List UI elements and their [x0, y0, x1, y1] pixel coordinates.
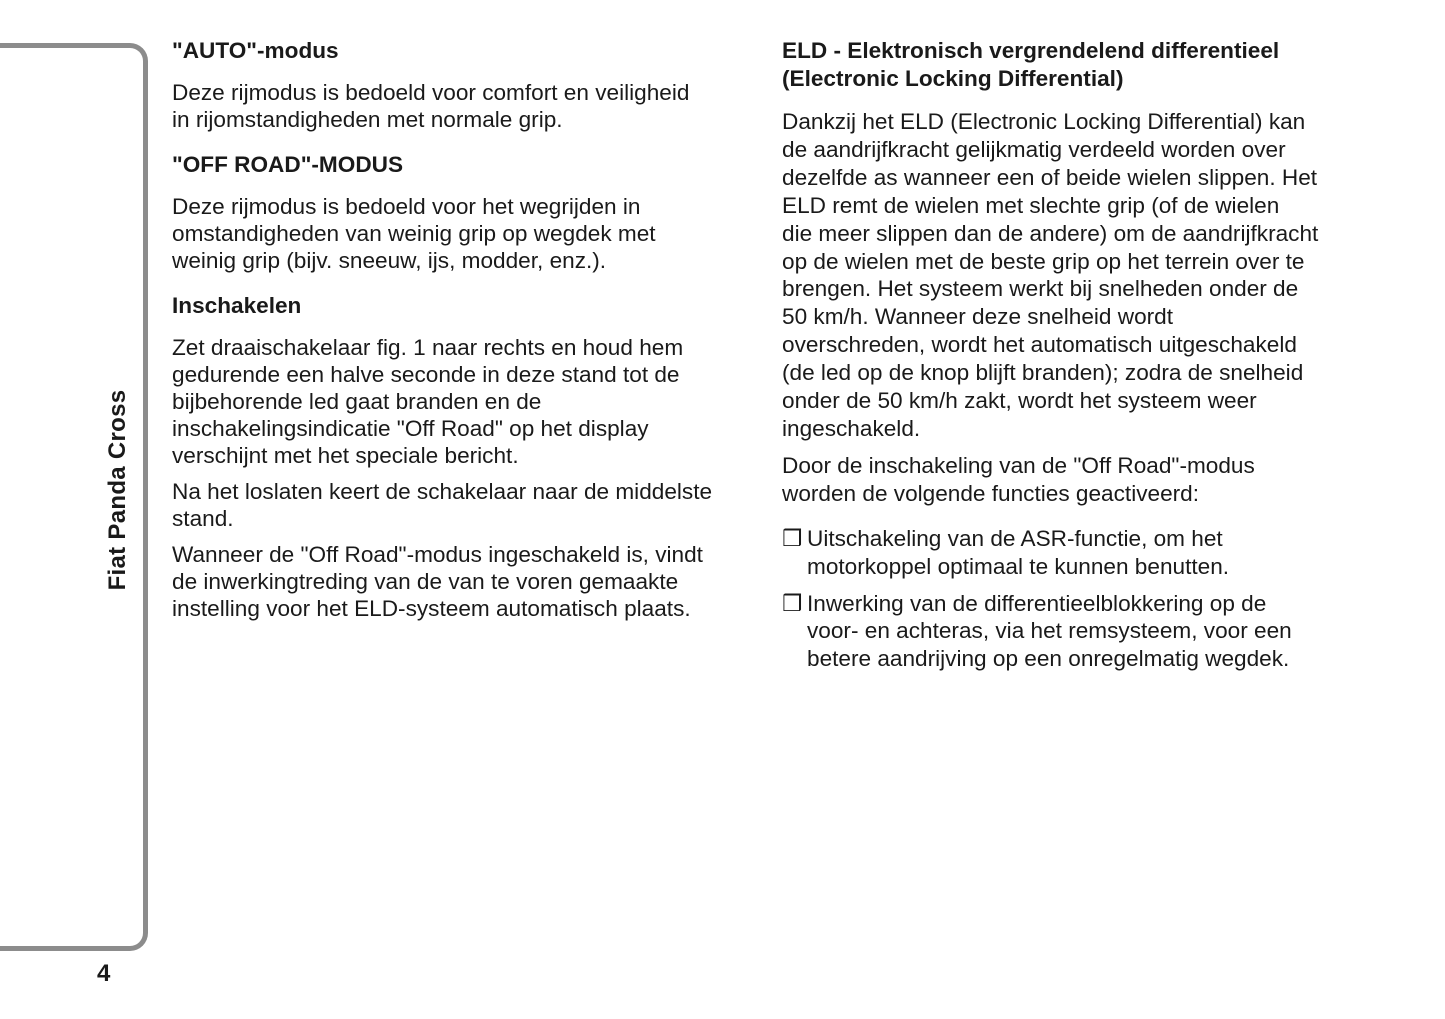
- list-item-text: Inwerking van de differentieelblokkering op de voor- en achteras, via het remsysteem, voor een betere aandrijving op een onregelmatig wegdek.: [807, 590, 1292, 672]
- sidebar-title: Fiat Panda Cross: [104, 389, 131, 591]
- paragraph-eld-1: Dankzij het ELD (Electronic Locking Differential) kan de aandrijfkracht gelijkmatig verdeeld worden over dezelfde as wanneer een of beide wielen slippen. Het ELD remt de wielen met slechte grip (of de wielen die meer slippen dan de andere) om de aandrijfkracht op de wielen met de beste grip op het terrein over te brengen. Het systeem werkt bij snelheden onder de 50 km/h. Wanneer deze snelheid wordt overschreden, wordt het automatisch uitgeschakeld (de led op de knop blijft branden); zodra de snelheid onder de 50 km/h zakt, wordt het systeem weer ingeschakeld.: [782, 109, 1319, 441]
- paragraph-inschakelen-2: Na het loslaten keert de schakelaar naar de middelste stand.: [172, 479, 713, 531]
- checkbox-bullet-icon: ❒: [782, 525, 803, 551]
- paragraph-inschakelen-1: Zet draaischakelaar fig. 1 naar rechts en houd hem gedurende een halve seconde in deze stand tot de bijbehorende led gaat branden en de inschakelingsindicatie "Off Road" op het display verschijnt met het speciale bericht.: [172, 335, 684, 468]
- right-column: [782, 37, 1382, 682]
- paragraph-offroad-mode: Deze rijmodus is bedoeld voor het wegrijden in omstandigheden van weinig grip op wegdek met weinig grip (bijv. sneeuw, ijs, modder, enz.).: [172, 194, 656, 273]
- heading-eld: ELD - Elektronisch vergrendelend differentieel (Electronic Locking Differential): [782, 38, 1280, 91]
- page-number: 4: [97, 960, 111, 987]
- paragraph-auto-mode: Deze rijmodus is bedoeld voor comfort en veiligheid in rijomstandigheden met normale grip.: [172, 80, 690, 132]
- paragraph-eld-2: Door de inschakeling van de "Off Road"-modus worden de volgende functies geactiveerd:: [782, 452, 1255, 506]
- left-column: [172, 37, 772, 631]
- checkbox-bullet-icon: ❒: [782, 590, 803, 616]
- heading-inschakelen: Inschakelen: [172, 293, 302, 318]
- list-item: [782, 525, 1382, 581]
- list-item: [782, 590, 1382, 674]
- heading-auto-mode: "AUTO"-modus: [172, 38, 339, 63]
- list-item-text: Uitschakeling van de ASR-functie, om het motorkoppel optimaal te kunnen benutten.: [807, 525, 1230, 579]
- paragraph-inschakelen-3: Wanneer de "Off Road"-modus ingeschakeld is, vindt de inwerkingtreding van de van te voren gemaakte instelling voor het ELD-systeem automatisch plaats.: [172, 542, 703, 621]
- heading-offroad-mode: "OFF ROAD"-MODUS: [172, 152, 404, 177]
